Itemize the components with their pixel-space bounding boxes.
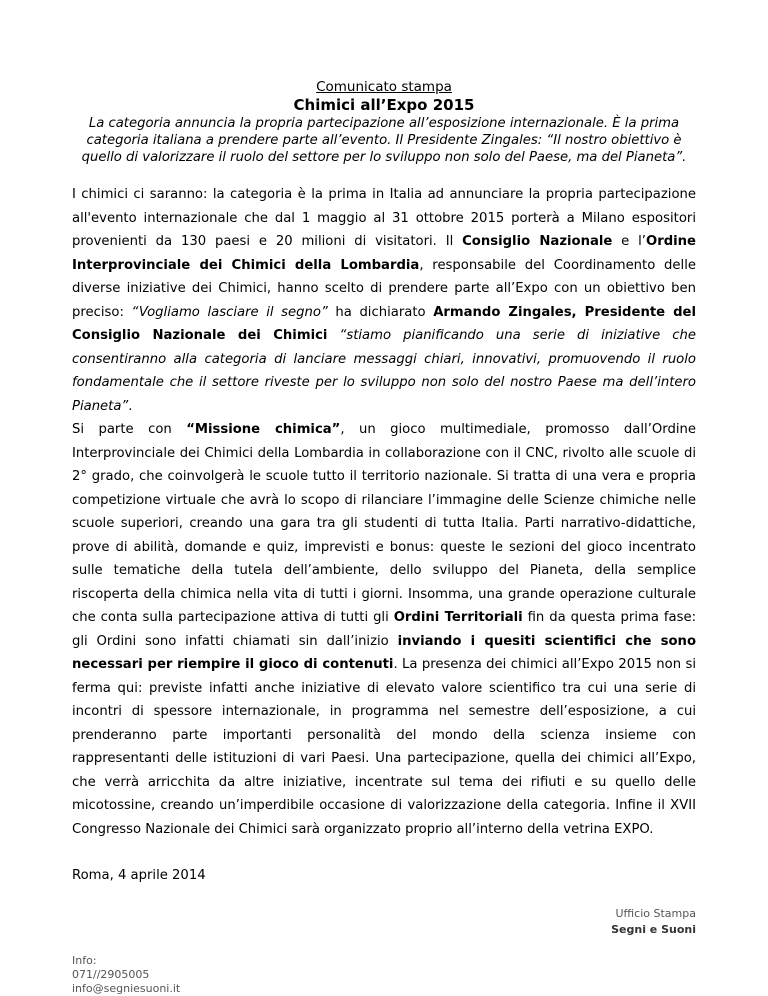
bold-president-name: Armando Zingales, Presidente del Consiglio Nazionale dei Chimici <box>72 304 696 343</box>
bold-quesiti: inviando i quesiti scientifici che sono necessari per riempire il gioco di contenuti <box>72 633 697 672</box>
bold-consiglio-nazionale: Consiglio Nazionale <box>462 234 613 249</box>
text-run: . <box>128 398 133 414</box>
text-run: , responsabile del Coordinamento delle diverse iniziative dei Chimici, hanno scelto di prendere parte all’Expo con un obiettivo ben preciso: <box>72 257 696 320</box>
bold-missione-chimica: “Missione chimica” <box>186 422 341 437</box>
text-run: I chimici ci saranno: la categoria è la prima in Italia ad annunciare la propria partecipazione all'evento internazionale che dal 1 maggio al 31 ottobre 2015 porterà a Milano espositori provenienti da 130 paesi e 20 milioni di visitatori. Il <box>72 187 696 249</box>
signature-org: Segni e Suoni <box>611 923 696 936</box>
bold-ordine-lombardia: Ordine Interprovinciale dei Chimici della Lombardia <box>72 234 696 273</box>
text-run <box>327 328 339 343</box>
paragraph-2 <box>72 418 696 841</box>
bold-ordini-territoriali: Ordini Territoriali <box>393 610 523 625</box>
press-release-page <box>72 70 696 996</box>
text-run: fin da questa prima fase: gli Ordini sono infatti chiamati sin dall’inizio <box>72 610 697 649</box>
press-release-header <box>72 79 696 166</box>
text-run: Si parte con <box>72 422 187 437</box>
text-run: ha dichiarato <box>327 304 434 320</box>
text-run: e l’ <box>612 234 646 249</box>
page-title: Chimici all’Expo 2015 <box>293 96 475 114</box>
article-body <box>72 183 696 841</box>
subtitle: La categoria annuncia la propria partecipazione all’esposizione internazionale. È la prima categoria italiana a prendere parte all’evento. Il Presidente Zingales: “Il nostro obiettivo è quello di valorizzare il ruolo del settore per lo sviluppo non solo del Paese, ma del Pianeta”. <box>81 116 687 165</box>
kicker-label: Comunicato stampa <box>316 79 452 95</box>
dateline: Roma, 4 aprile 2014 <box>72 868 206 883</box>
contact-email: info@segniesuoni.it <box>72 982 181 995</box>
italic-quote: “Vogliamo lasciare il segno” <box>131 304 328 320</box>
italic-statement: “stiamo pianificando una serie di iniziative che consentiranno alla categoria di lanciare messaggi chiari, innovativi, promuovendo il ruolo fondamentale che il settore riveste per lo sviluppo non solo del nostro Paese ma dell’intero Pianeta” <box>72 328 696 414</box>
text-run: . La presenza dei chimici all’Expo 2015 non si ferma qui: previste infatti anche iniziative di elevato valore scientifico tra cui una serie di incontri di spessore internazionale, in programma nel semestre dell’esposizione, a cui prenderanno parte importanti personalità del mondo della scienza insieme con rappresentanti delle istituzioni di vari Paesi. Una partecipazione, quella dei chimici all’Expo, che verrà arricchita da altre iniziative, incentrate sul tema dei rifiuti e su quello delle micotossine, creando un’imperdibile occasione di valorizzazione della categoria. Infine il XVII Congresso Nazionale dei Chimici sarà organizzato proprio all’interno della vetrina EXPO. <box>72 657 696 837</box>
signature-office: Ufficio Stampa <box>615 907 696 920</box>
contact-label: Info: <box>72 954 97 967</box>
text-run: , un gioco multimediale, promosso dall’Ordine Interprovinciale dei Chimici della Lombardia in collaborazione con il CNC, rivolto alle scuole di 2° grado, che coinvolgerà le scuole tutto il territorio nazionale. Si tratta di una vera e propria competizione virtuale che avrà lo scopo di rilanciare l’immagine delle Scienze chimiche nelle scuole superiori, creando una gara tra gli studenti di tutta Italia. Parti narrativo-didattiche, prove di abilità, domande e quiz, imprevisti e bonus: queste le sezioni del gioco incentrato sulle tematiche della tutela dell’ambiente, dello sviluppo del Pianeta, della semplice riscoperta della chimica nella vita di tutti i giorni. Insomma, una grande operazione culturale che conta sulla partecipazione attiva di tutti gli <box>72 422 696 625</box>
contact-phone: 071//2905005 <box>72 968 150 981</box>
paragraph-1 <box>72 183 696 418</box>
signature-block <box>72 906 696 938</box>
contact-info <box>72 954 696 996</box>
